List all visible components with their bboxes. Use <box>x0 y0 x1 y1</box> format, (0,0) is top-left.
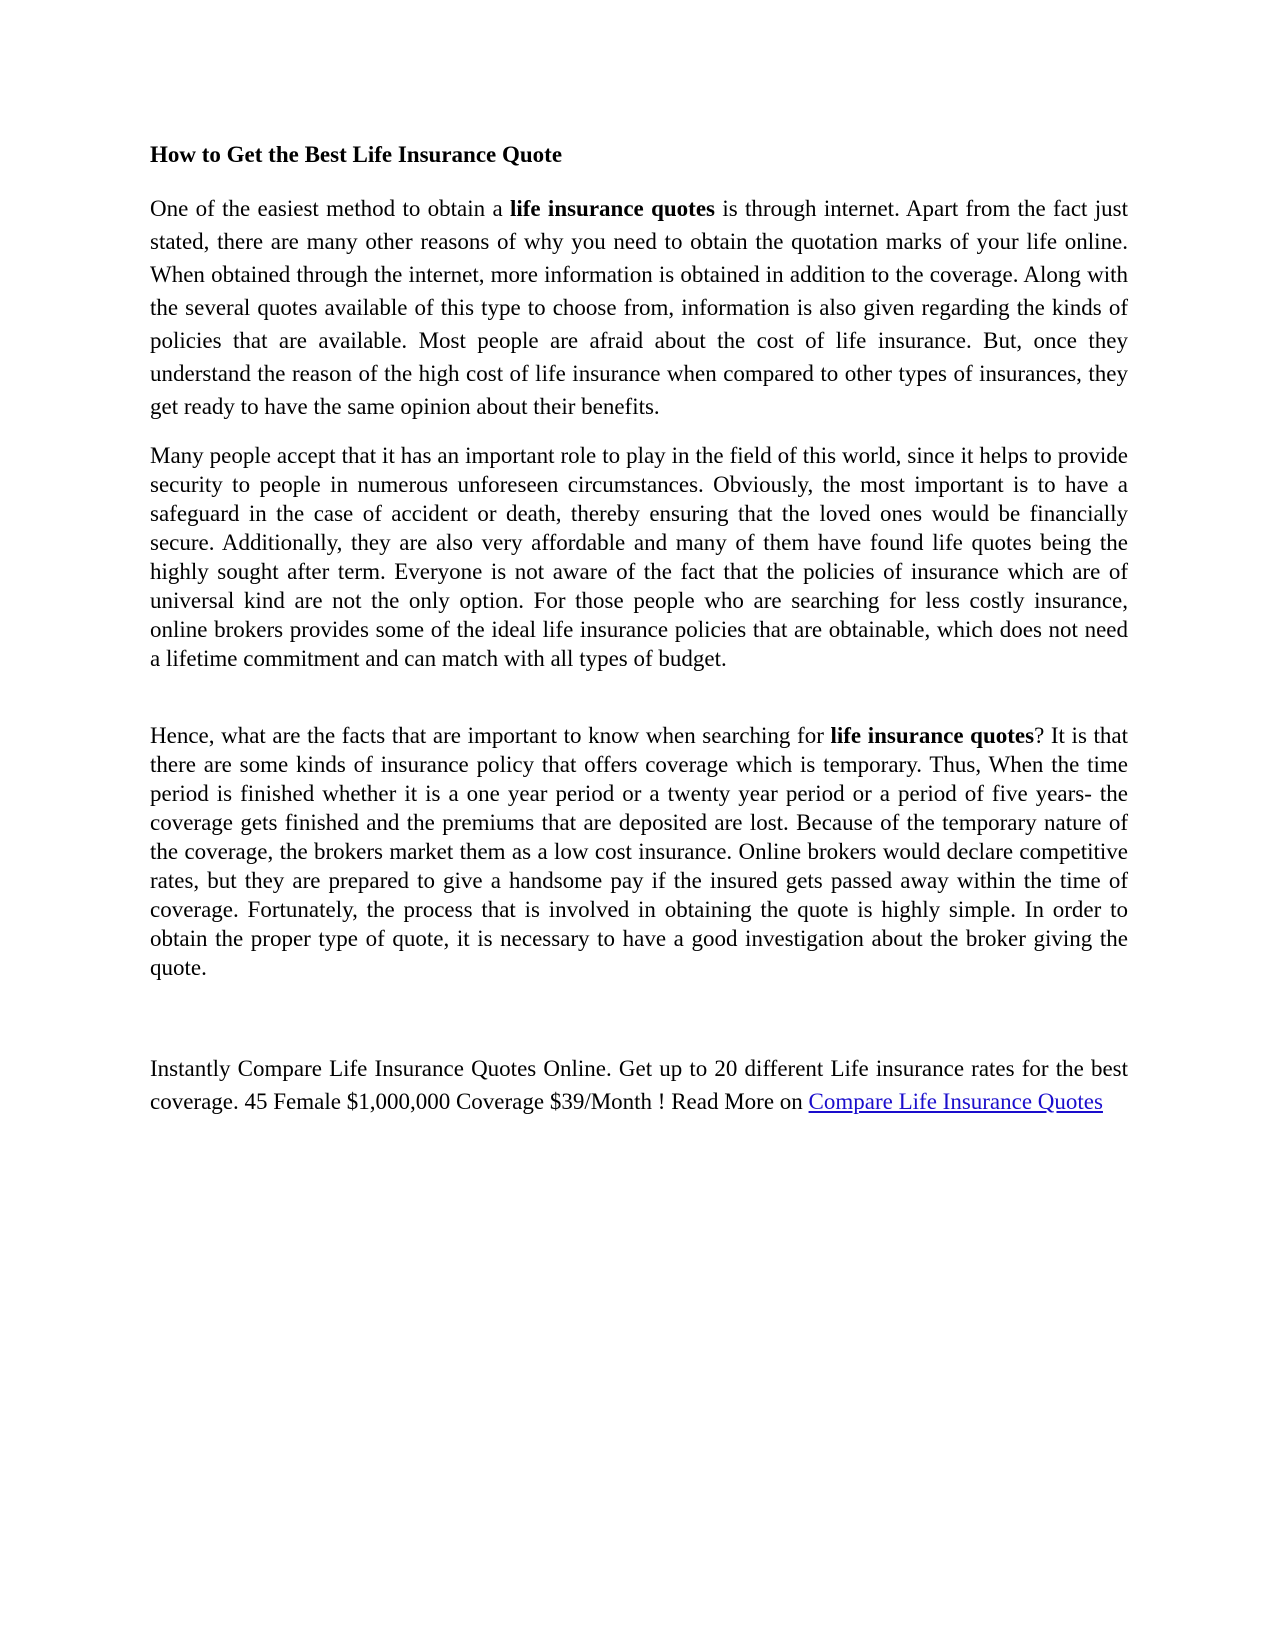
paragraph-4-text: Instantly Compare Life Insurance Quotes Online. Get up to 20 different Life insurance rates for the best coverage. 45 Female $1,000,000 Coverage $39/Month ! Read More on <box>150 1055 1128 1114</box>
paragraph-1-bold-keyword: life insurance quotes <box>509 195 715 221</box>
paragraph-2: Many people accept that it has an important role to play in the field of this world, since it helps to provide security to people in numerous unforeseen circumstances. Obviously, the most important is to have a safeguard in the case of accident or death, thereby ensuring that the loved ones would be financially secure. Additionally, they are also very affordable and many of them have found life quotes being the highly sought after term. Everyone is not aware of the fact that the policies of insurance which are of universal kind are not the only option. For those people who are searching for less costly insurance, online brokers provides some of the ideal life insurance policies that are obtainable, which does not need a lifetime commitment and can match with all types of budget. <box>150 442 1128 671</box>
document-page <box>150 140 1128 1118</box>
paragraph-1-text-end: is through internet. Apart from the fact just stated, there are many other reasons of why you need to obtain the quotation marks of your life online. When obtained through the internet, more information is obtained in addition to the coverage. Along with the several quotes available of this type to choose from, information is also given regarding the kinds of policies that are available. Most people are afraid about the cost of life insurance. But, once they understand the reason of the high cost of life insurance when compared to other types of insurances, they get ready to have the same opinion about their benefits. <box>150 195 1128 419</box>
paragraph-3-text-start: Hence, what are the facts that are important to know when searching for <box>150 722 831 748</box>
compare-quotes-link[interactable]: Compare Life Insurance Quotes <box>808 1088 1103 1114</box>
paragraph-3-text-end: ? It is that there are some kinds of insurance policy that offers coverage which is temporary. Thus, When the time period is finished whether it is a one year period or a twenty year period or a period of five years- the coverage gets finished and the premiums that are deposited are lost. Because of the temporary nature of the coverage, the brokers market them as a low cost insurance. Online brokers would declare competitive rates, but they are prepared to give a handsome pay if the insured gets passed away within the time of coverage. Fortunately, the process that is involved in obtaining the quote is highly simple. In order to obtain the proper type of quote, it is necessary to have a good investigation about the broker giving the quote. <box>150 722 1128 980</box>
paragraph-1 <box>150 192 1128 423</box>
paragraph-3-bold-keyword: life insurance quotes <box>830 722 1035 748</box>
paragraph-4 <box>150 1052 1128 1118</box>
document-title: How to Get the Best Life Insurance Quote <box>150 142 563 167</box>
paragraph-3 <box>150 721 1128 982</box>
paragraph-1-text-start: One of the easiest method to obtain a <box>150 195 510 221</box>
